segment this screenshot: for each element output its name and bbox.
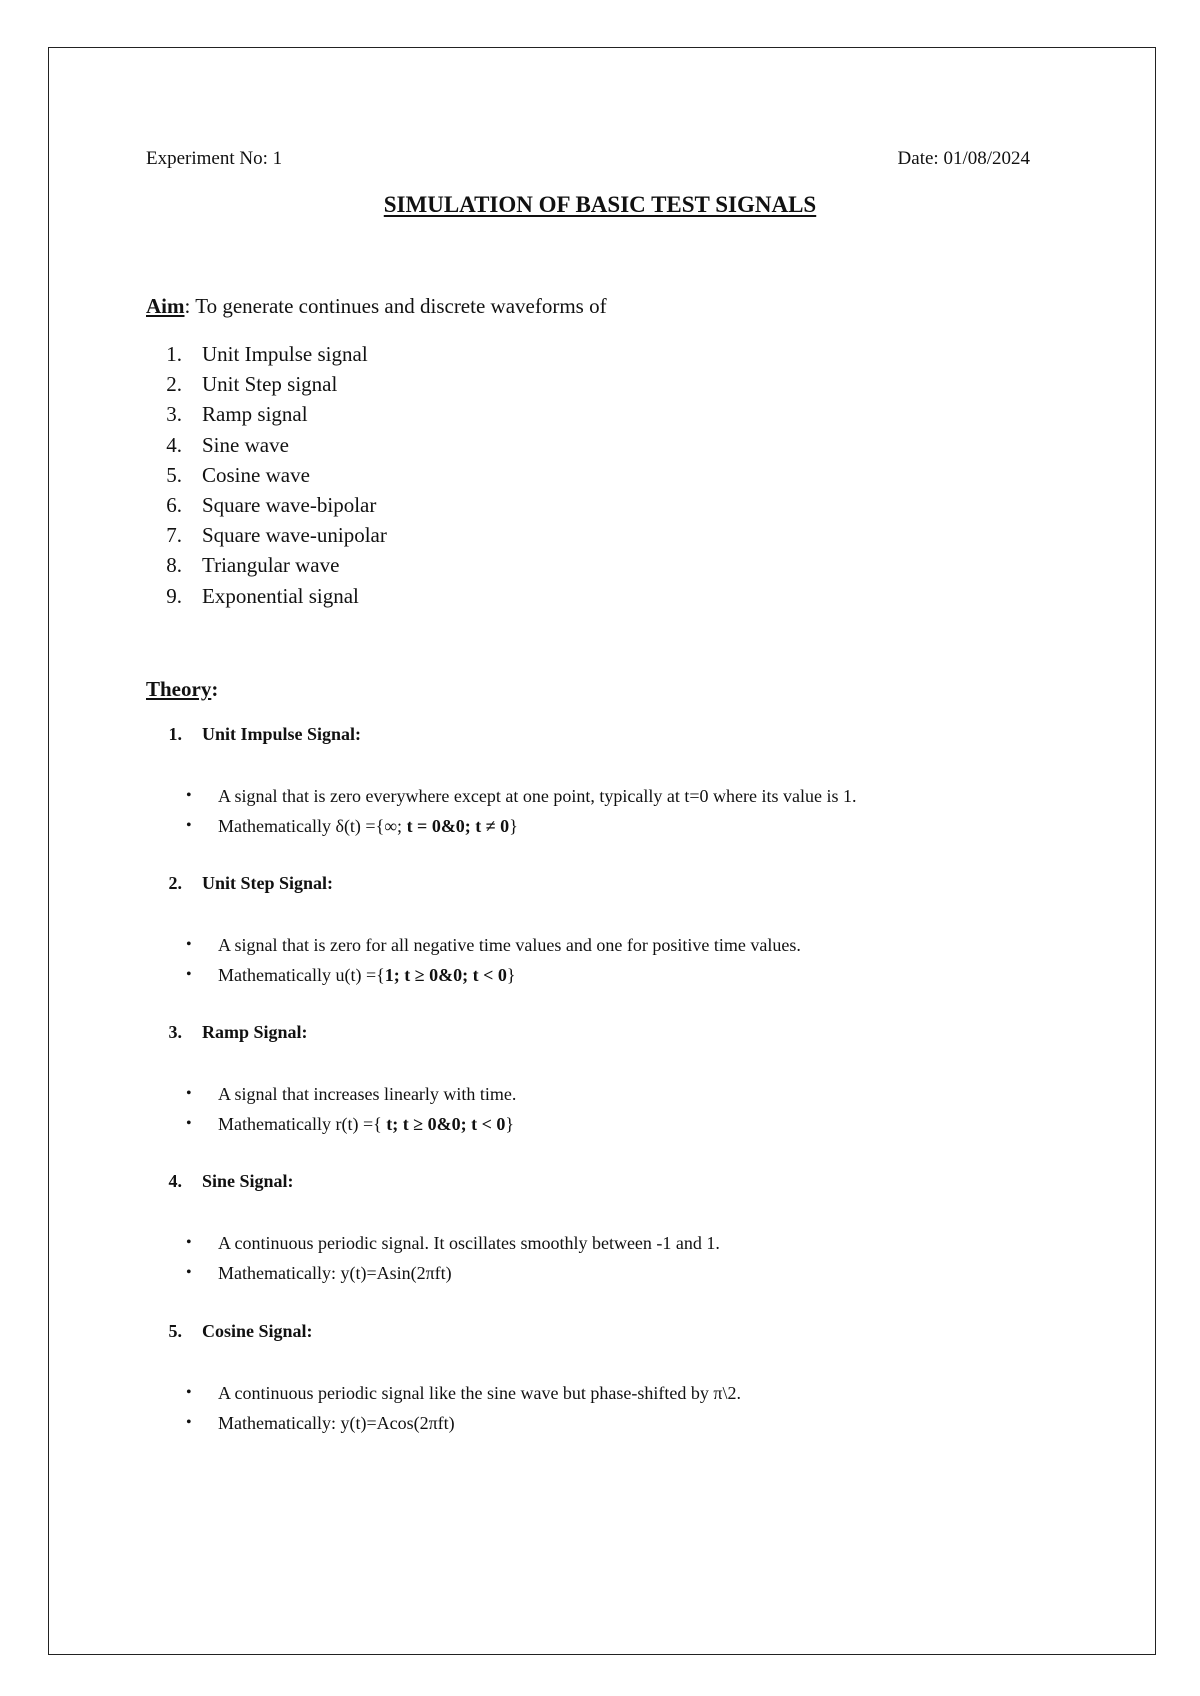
math-text: Mathematically δ(t) ={∞; xyxy=(218,816,407,836)
math-text: Mathematically: y(t)=Asin(2πft) xyxy=(218,1263,452,1283)
section-number: 4. xyxy=(168,1171,182,1191)
list-item xyxy=(146,581,387,611)
list-item xyxy=(146,490,387,520)
bullet-item xyxy=(146,781,1046,811)
section-number: 2. xyxy=(168,873,182,893)
list-item xyxy=(146,430,387,460)
bullet-glyph: • xyxy=(186,1414,192,1431)
aim-text: To generate continues and discrete waveforms of xyxy=(190,294,607,318)
bullet-item xyxy=(146,960,1046,990)
bullet-item xyxy=(146,930,1046,960)
section-heading xyxy=(146,1166,1046,1196)
aim-line xyxy=(146,294,607,319)
theory-label xyxy=(146,677,218,702)
theory-label-text: Theory xyxy=(146,677,212,701)
theory-section-unit-step xyxy=(146,868,1046,990)
math-bold-text: t = 0&0; t ≠ 0 xyxy=(406,816,510,836)
bullet-list xyxy=(146,1079,1046,1139)
math-suffix: } xyxy=(506,965,516,985)
section-heading-text: Unit Step Signal: xyxy=(202,873,334,893)
bullet-text: A signal that is zero everywhere except at one point, typically at t=0 where its value is 1. xyxy=(218,786,857,806)
document-title: SIMULATION OF BASIC TEST SIGNALS xyxy=(383,192,817,217)
bullet-text: A continuous periodic signal like the sine wave but phase-shifted by π\2. xyxy=(218,1383,741,1403)
math-text: Mathematically: y(t)=Acos(2πft) xyxy=(218,1413,455,1433)
section-heading-text: Ramp Signal: xyxy=(202,1022,308,1042)
list-item xyxy=(146,520,387,550)
math-bold-text: 1; t ≥ 0&0; t < 0 xyxy=(384,965,507,985)
bullet-list xyxy=(146,1378,1046,1438)
math-text: Mathematically r(t) ={ xyxy=(218,1114,387,1134)
list-item-text: Sine wave xyxy=(202,432,289,457)
list-item-text: Square wave-unipolar xyxy=(202,523,387,548)
list-item-text: Exponential signal xyxy=(202,583,359,608)
theory-section-unit-impulse xyxy=(146,719,1046,841)
section-number: 5. xyxy=(168,1321,182,1341)
bullet-item xyxy=(146,1228,1046,1258)
list-item-number: 2. xyxy=(166,372,182,397)
list-item-number: 1. xyxy=(166,342,182,366)
theory-section-cosine xyxy=(146,1316,1046,1438)
experiment-number: Experiment No: 1 xyxy=(146,148,283,169)
list-item-text: Unit Impulse signal xyxy=(202,342,368,366)
bullet-text: A signal that increases linearly with time. xyxy=(218,1084,517,1104)
list-item-number: 3. xyxy=(166,402,182,427)
list-item xyxy=(146,460,387,490)
bullet-glyph: • xyxy=(186,936,192,953)
bullet-glyph: • xyxy=(186,1115,192,1132)
theory-section-sine xyxy=(146,1166,1046,1288)
list-item-number: 9. xyxy=(166,583,182,608)
section-heading xyxy=(146,719,1046,749)
math-bold-text: t; t ≥ 0&0; t < 0 xyxy=(386,1114,506,1134)
bullet-glyph: • xyxy=(186,1264,192,1281)
section-heading xyxy=(146,1316,1046,1346)
math-text: Mathematically u(t) ={ xyxy=(218,965,385,985)
section-number: 1. xyxy=(168,724,182,744)
list-item-text: Triangular wave xyxy=(202,553,340,578)
list-item xyxy=(146,339,387,369)
section-heading-text: Cosine Signal: xyxy=(202,1321,313,1341)
bullet-list xyxy=(146,781,1046,841)
list-item-text: Cosine wave xyxy=(202,462,310,487)
experiment-date: Date: 01/08/2024 xyxy=(897,148,1030,169)
list-item-number: 5. xyxy=(166,462,182,487)
bullet-item xyxy=(146,1378,1046,1408)
theory-colon: : xyxy=(211,677,219,701)
bullet-item xyxy=(146,1408,1046,1438)
aim-label: Aim xyxy=(146,294,185,318)
math-suffix: } xyxy=(505,1114,514,1134)
theory-section-ramp xyxy=(146,1017,1046,1139)
bullet-text: A continuous periodic signal. It oscillates smoothly between -1 and 1. xyxy=(218,1233,720,1253)
section-number: 3. xyxy=(168,1022,182,1042)
list-item-number: 4. xyxy=(166,432,182,457)
bullet-item xyxy=(146,1258,1046,1288)
list-item-text: Ramp signal xyxy=(202,402,308,427)
aim-colon: : xyxy=(184,294,191,318)
section-heading xyxy=(146,868,1046,898)
header-row xyxy=(146,148,1030,170)
list-item-number: 8. xyxy=(166,553,182,578)
bullet-glyph: • xyxy=(186,966,192,983)
list-item xyxy=(146,550,387,580)
bullet-glyph: • xyxy=(186,1234,192,1251)
bullet-list xyxy=(146,930,1046,990)
list-item-number: 6. xyxy=(166,492,182,517)
math-suffix: } xyxy=(509,816,518,836)
section-heading-text: Unit Impulse Signal: xyxy=(202,724,362,744)
bullet-list xyxy=(146,1228,1046,1288)
list-item xyxy=(146,369,387,399)
bullet-item xyxy=(146,811,1046,841)
section-heading xyxy=(146,1017,1046,1047)
bullet-item xyxy=(146,1109,1046,1139)
bullet-glyph: • xyxy=(186,787,192,804)
bullet-glyph: • xyxy=(186,1384,192,1401)
aim-list xyxy=(146,339,387,611)
list-item xyxy=(146,399,387,429)
list-item-text: Square wave-bipolar xyxy=(202,492,377,517)
bullet-glyph: • xyxy=(186,1085,192,1102)
list-item-text: Unit Step signal xyxy=(202,372,338,397)
bullet-glyph: • xyxy=(186,817,192,834)
bullet-item xyxy=(146,1079,1046,1109)
bullet-text: A signal that is zero for all negative time values and one for positive time values. xyxy=(218,935,801,955)
list-item-number: 7. xyxy=(166,523,182,548)
section-heading-text: Sine Signal: xyxy=(202,1171,294,1191)
